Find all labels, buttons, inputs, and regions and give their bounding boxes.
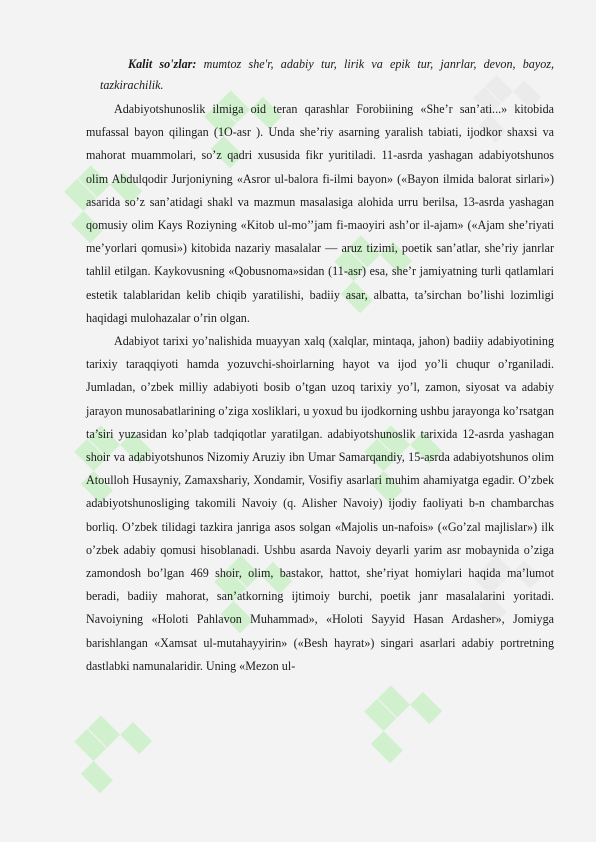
watermark-mark: ▞▚ (192, 77, 283, 167)
keywords-line (100, 54, 554, 96)
document-body (86, 54, 554, 678)
watermark-mark: ▞▚ (464, 544, 542, 622)
watermark-mark: ▞▚ (202, 542, 293, 632)
paragraph-history: Adabiyot tarixi yo’nalishida muayyan xalq (xalqlar, mintaqa, jahon) badiiy adabiyotining tarixiy taraqqiyoti hamda yozuvchi-shoirlarning hayot va ijod yo’li chuqur o’rganiladi. Jumladan, o’zbek milliy adabiyoti bosib o’tgan uzoq tarixiy yo’l, zamon, siyosat va adabiy jarayon munosabatlarining o’ziga xosliklari, u yoxud bu ijodkorning ushbu jarayonga ko’rsatgan ta’siri yuzasidan ko’plab tadqiqotlar yaratilgan. adabiyotshunoslik tarixida 12-asrda yashagan shoir va adabiyotshunos Nizomiy Aruziy ibn Umar Samarqandiy, 15-asrda adabiyotshunos olim Atoulloh Husayniy, Zamaxshariy, Xondamir, Vosifiy asarlari muhim ahamiyatga egadir. O’zbek adabiyotshunosliging takomili Navoiy (q. Alisher Navoiy) ijodiy faoliyati b-n chambarchas borliq. O’zbek tilidagi tazkira janriga asos solgan «Majolis un-nafois» («Go’zal majlislar») ilk o’zbek adabiy qomusi hisoblanadi. Ushbu asarda Navoiy deyarli yarim asr mobaynida o’ziga zamondosh bo’lgan 469 shoir, olim, bastakor, hattot, she’riyat homiylari haqida ma’lumot beradi, badiiy mahorat, san’atkorning ijtimoiy burchi, poetik janr masalalarini yoritadi. Navoiyning «Holoti Pahlavon Muhammad», «Holoti Sayyid Hasan Ardasher», Jomiyga barishlangan «Xamsat ul-mutahayyirin» («Besh hayrat») singari asarlari adabiy portretning dastlabki namunalaridir. Uning «Mezon ul- (86, 334, 554, 673)
keywords-label: Kalit so'zlar: (128, 57, 197, 71)
watermark-mark: ▞▚ (322, 222, 413, 312)
watermark-mark: ▞▚ (352, 412, 443, 502)
watermark-mark: ▞▚ (352, 672, 443, 762)
watermark-mark: ▞▚ (62, 412, 153, 502)
watermark-mark: ▞▚ (464, 64, 542, 142)
watermark-mark: ▞▚ (52, 152, 143, 242)
watermark-mark: ▞▚ (62, 702, 153, 792)
keywords-text: mumtoz she'r, adabiy tur, lirik va epik tur, janrlar, devon, bayoz, tazkirachilik. (100, 57, 554, 92)
paragraph-theory: Adabiyotshunoslik ilmiga oid teran qarashlar Forobiining «She’r san’ati...» kitobida mufassal bayon qilingan (1O-asr ). Unda she’riy asarning yaralish tabiati, ijodkor shaxsi va mahorat muammolari, so’z qadri xususida fikr yuritiladi. 11-asrda yashagan adabiyotshunos olim Abdulqodir Jurjoniyning «Asror ul-balora fi-ilmi bayon» («Bayon ilmida balorat sirlari») asarida so’z san’atidagi shakl va mazmun masalasiga alohida urru berilsa, 13-asrda yashagan qomusiy olim Kays Roziyning «Kitob ul-mo’’jam fi-maoyiri ash’or il-ajam» («Ajam she’riyati me’yorlari qomusi») kitobida nazariy masalalar — aruz tizimi, poetik san’atlar, she’riy janrlar tahlil etilgan. Kaykovusning «Qobusnoma»sidan (11-asr) esa, she’r jamiyatning turli qatlamlari estetik talablaridan kelib chiqib yaratilishi, badiiy asar, albatta, ta’sirchan bo’lishi lozimligi haqidagi mulohazalar o’rin olgan. (86, 102, 554, 325)
